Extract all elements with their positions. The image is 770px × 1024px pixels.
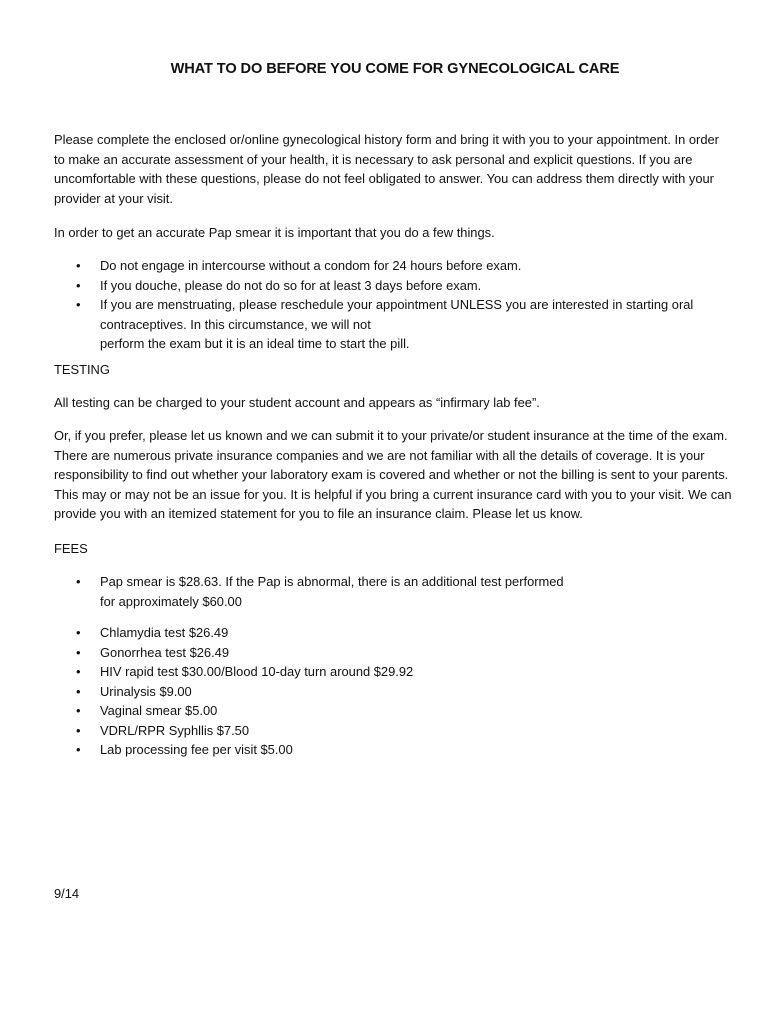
list-item-text: • Do not engage in intercourse without a condom for 24 hours before exam. [100, 258, 522, 273]
list-item [54, 256, 734, 276]
testing-heading: TESTING [54, 362, 110, 377]
insurance-line: provide you with an itemized statement for you to file an insurance claim. Please let us know. [54, 506, 583, 521]
list-item-text: • Gonorrhea test $26.49 [100, 644, 229, 660]
list-item [54, 572, 734, 611]
insurance-paragraph [54, 426, 734, 524]
page-title: WHAT TO DO BEFORE YOU COME FOR GYNECOLOGICAL CARE [170, 61, 620, 77]
list-item-text: perform the exam but it is an ideal time to start the pill. [100, 336, 410, 351]
list-item [54, 740, 734, 760]
intro-paragraph [54, 130, 734, 208]
list-item-text: • Chlamydia test $26.49 [100, 625, 229, 640]
list-item [54, 623, 734, 643]
list-item [54, 701, 734, 721]
list-item-text: • Vaginal smear $5.00 [100, 703, 218, 718]
testing-paragraph: All testing can be charged to your student account and appears as “infirmary lab fee”. [54, 395, 540, 410]
list-item-text: • VDRL/RPR Syphllis $7.50 [100, 722, 250, 738]
insurance-line: This may or may not be an issue for you. It is helpful if you bring a current insurance card with you to your visit. We can [54, 486, 732, 502]
intro-line: provider at your visit. [54, 190, 173, 206]
list-item-text: • Lab processing fee per visit $5.00 [100, 742, 293, 757]
insurance-line: There are numerous private insurance companies and we are not familiar with all the details of coverage. It is your [54, 447, 705, 463]
intro-line: Please complete the enclosed or/online gynecological history form and bring it with you to your appointment. In order [54, 132, 719, 147]
list-item [54, 721, 734, 741]
list-item-text: • Urinalysis $9.00 [100, 683, 192, 699]
intro-line: uncomfortable with these questions, please do not feel obligated to answer. You can address them directly with your [54, 171, 714, 186]
list-item-text: • If you are menstruating, please reschedule your appointment UNLESS you are interested in starting oral [100, 297, 694, 312]
list-item [54, 662, 734, 682]
list-item-text: contraceptives. In this circumstance, we will not [100, 316, 371, 332]
list-item [54, 295, 734, 354]
list-item [54, 276, 734, 296]
list-item-text: • HIV rapid test $30.00/Blood 10-day turn around $29.92 [100, 664, 414, 679]
insurance-line: responsibility to find out whether your laboratory exam is covered and whether or not the billing is sent to your parents. [54, 467, 729, 482]
insurance-line: Or, if you prefer, please let us known and we can submit it to your private/or student insurance at the time of the exam. [54, 428, 728, 443]
pap-intro-paragraph: In order to get an accurate Pap smear it is important that you do a few things. [54, 225, 495, 240]
list-item [54, 682, 734, 702]
pap-instructions-list [54, 256, 734, 354]
fees-heading: FEES [54, 541, 88, 556]
footer-date: 9/14 [54, 886, 80, 901]
intro-line: to make an accurate assessment of your health, it is necessary to ask personal and explicit questions. If you are [54, 151, 693, 167]
list-item-text: • If you douche, please do not do so for at least 3 days before exam. [100, 277, 482, 293]
list-item-text: for approximately $60.00 [100, 593, 242, 609]
list-item [54, 643, 734, 663]
list-item-text: • Pap smear is $28.63. If the Pap is abnormal, there is an additional test performed [100, 574, 564, 589]
fees-list [54, 623, 734, 760]
pap-fee-list [54, 572, 734, 611]
